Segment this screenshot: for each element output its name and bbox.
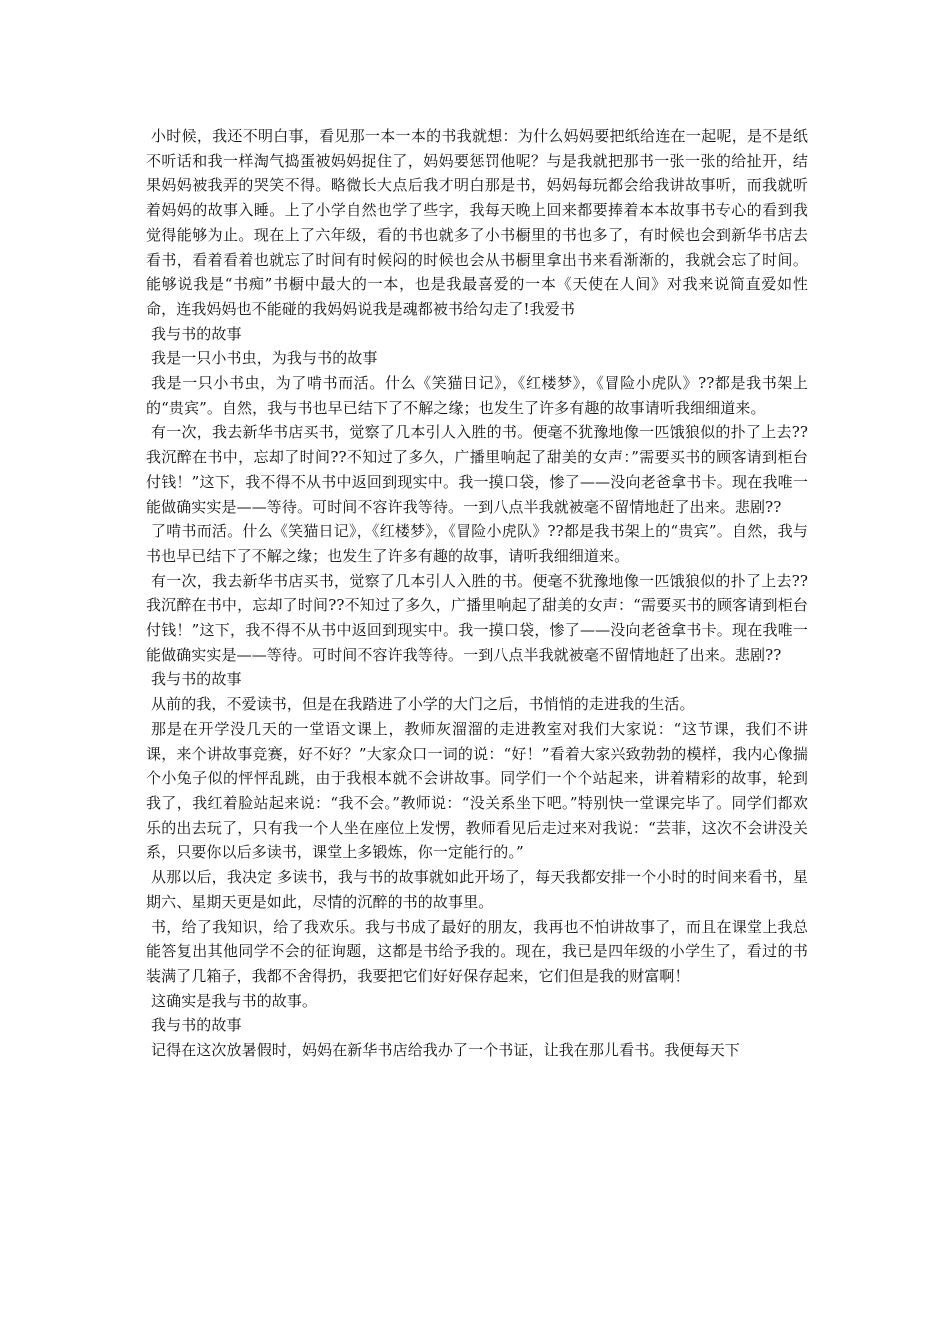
section-heading: 我与书的故事 bbox=[151, 324, 242, 343]
section-heading: 我与书的故事 bbox=[151, 670, 242, 689]
section-heading: 我是一只小书虫，为我与书的故事 bbox=[151, 349, 378, 368]
paragraph: 有一次，我去新华书店买书，觉察了几本引人入胜的书。便毫不犹豫地像一匹饿狼似的扑了上去??我沉醉在书中，忘却了时间??不知过了多久，广播里响起了甜美的女声：”需要买书的顾客请到柜台付钱！”这下，我不得不从书中返回到现实中。我一摸口袋，惨了——没向老爸拿书卡。现在我唯一能做确实实是——等待。可时间不容许我等待。一到八点半我就被毫不留情地赶了出来。悲剧?? bbox=[146, 423, 808, 516]
paragraph: 那是在开学没几天的一堂语文课上，教师灰溜溜的走进教室对我们大家说：“这节课，我们不讲课，来个讲故事竞赛，好不好？”大家众口一词的说：“好！”看着大家兴致勃勃的模样，我内心像揣个小兔子似的怦怦乱跳，由于我根本就不会讲故事。同学们一个个站起来，讲着精彩的故事，轮到我了，我红着脸站起来说：“我不会。”教师说：“没关系坐下吧。”特别快一堂课完毕了。同学们都欢乐的出去玩了，只有我一个人坐在座位上发愣，教师看见后走过来对我说：“芸菲，这次不会讲没关系，只要你以后多读书，课堂上多锻炼，你一定能行的。” bbox=[146, 719, 808, 862]
paragraph: 记得在这次放暑假时，妈妈在新华书店给我办了一个书证，让我在那儿看书。我便每天下 bbox=[151, 1041, 740, 1060]
paragraph: 从那以后，我决定 多读书，我与书的故事就如此开场了，每天我都安排一个小时的时间来看书，星期六、星期天更是如此，尽情的沉醉的书的故事里。 bbox=[146, 868, 808, 911]
paragraph: 小时候，我还不明白事，看见那一本一本的书我就想：为什么妈妈要把纸给连在一起呢，是不是纸不听话和我一样淘气捣蛋被妈妈捉住了，妈妈要惩罚他呢？与是我就把那书一张一张的给扯开，结果妈妈被我弄的哭笑不得。略微长大点后我才明白那是书，妈妈每玩都会给我讲故事听，而我就听着妈妈的故事入睡。上了小学自然也学了些字，我每天晚上回来都要捧着本本故事书专心的看到我觉得能够为止。现在上了六年级，看的书也就多了小书橱里的书也多了，有时候也会到新华书店去看书，看着看着也就忘了时间有时候闷的时候也会从书橱里拿出书来看渐渐的，我就会忘了时间。能够说我是“书痴”书橱中最大的一本，也是我最喜爱的一本《天使在人间》对我来说简直爱如性命，连我妈妈也不能碰的我妈妈说我是魂都被书给勾走了!我爱书 bbox=[146, 127, 808, 318]
paragraph: 我是一只小书虫，为了啃书而活。什么《笑猫日记》，《红楼梦》，《冒险小虎队》??都是我书架上的“贵宾”。自然，我与书也早已结下了不解之缘；也发生了许多有趣的故事请听我细细道来。 bbox=[146, 374, 808, 417]
paragraph: 了啃书而活。什么《笑猫日记》，《红楼梦》，《冒险小虎队》??都是我书架上的“贵宾”。自然，我与书也早已结下了不解之缘；也发生了许多有趣的故事，请听我细细道来。 bbox=[146, 522, 808, 565]
section-heading: 这确实是我与书的故事。 bbox=[151, 991, 318, 1010]
paragraph: 书，给了我知识，给了我欢乐。我与书成了最好的朋友，我再也不怕讲故事了，而且在课堂上我总能答复出其他同学不会的征询题，这都是书给予我的。现在，我已是四年级的小学生了，看过的书装满了几箱子，我都不舍得扔，我要把它们好好保存起来，它们但是我的财富啊！ bbox=[146, 917, 808, 985]
section-heading: 我与书的故事 bbox=[151, 1016, 242, 1035]
paragraph: 有一次，我去新华书店买书，觉察了几本引人入胜的书。便毫不犹豫地像一匹饿狼似的扑了上去??我沉醉在书中，忘却了时间??不知过了多久，广播里响起了甜美的女声：“需要买书的顾客请到柜台付钱！”这下，我不得不从书中返回到现实中。我一摸口袋，惨了——没向老爸拿书卡。现在我唯一能做确实实是——等待。可时间不容许我等待。一到八点半我就被毫不留情地赶了出来。悲剧?? bbox=[146, 571, 808, 664]
paragraph: 从前的我，不爱读书，但是在我踏进了小学的大门之后，书悄悄的走进我的生活。 bbox=[151, 695, 695, 714]
document-body bbox=[146, 124, 808, 1063]
